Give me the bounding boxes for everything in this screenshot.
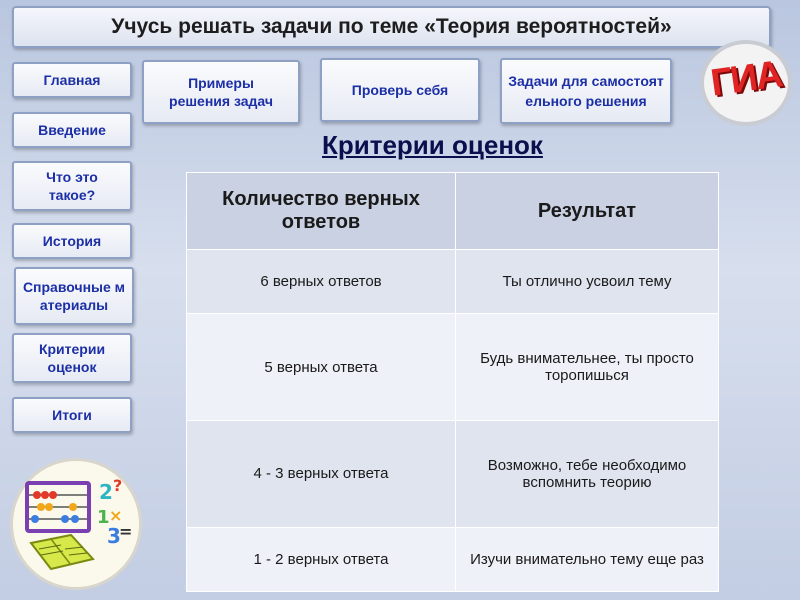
svg-text:3: 3 bbox=[107, 524, 121, 548]
gia-logo bbox=[700, 40, 792, 126]
section-heading: Критерии оценок bbox=[322, 130, 543, 160]
nav-what-is-button[interactable]: Что это такое? bbox=[12, 161, 132, 211]
column-header-count: Количество верных ответов bbox=[187, 173, 456, 250]
nav-reference-button[interactable]: Справочные материалы bbox=[14, 267, 134, 325]
table-row bbox=[187, 314, 719, 421]
row-result: Ты отлично усвоил тему bbox=[456, 250, 719, 314]
abacus-book-icon bbox=[13, 461, 139, 587]
nav-intro-button[interactable]: Введение bbox=[12, 112, 132, 148]
table-row bbox=[187, 250, 719, 314]
top-nav-check-button[interactable]: Проверь себя bbox=[320, 58, 480, 122]
math-illustration bbox=[10, 458, 142, 590]
svg-text:1: 1 bbox=[97, 507, 110, 528]
nav-home-button[interactable]: Главная bbox=[12, 62, 132, 98]
table-row bbox=[187, 527, 719, 591]
nav-history-button[interactable]: История bbox=[12, 223, 132, 259]
top-nav-examples-button[interactable]: Примеры решения задач bbox=[142, 60, 300, 124]
top-nav-tasks-button[interactable]: Задачи для самостоятельного решения bbox=[500, 58, 672, 124]
svg-text:×: × bbox=[109, 506, 123, 525]
svg-text:=: = bbox=[119, 522, 133, 541]
column-header-result: Результат bbox=[456, 173, 719, 250]
row-result: Будь внимательнее, ты просто торопишься bbox=[456, 314, 719, 421]
svg-text:2: 2 bbox=[99, 480, 113, 504]
criteria-table bbox=[186, 172, 719, 592]
table-header-row bbox=[187, 173, 719, 250]
row-result: Возможно, тебе необходимо вспомнить теорию bbox=[456, 420, 719, 527]
row-count: 4 - 3 верных ответа bbox=[187, 420, 456, 527]
table-row bbox=[187, 420, 719, 527]
nav-results-button[interactable]: Итоги bbox=[12, 397, 132, 433]
row-result: Изучи внимательно тему еще раз bbox=[456, 527, 719, 591]
row-count: 5 верных ответа bbox=[187, 314, 456, 421]
row-count: 1 - 2 верных ответа bbox=[187, 527, 456, 591]
page-title: Учусь решать задачи по теме «Теория вероятностей» bbox=[12, 6, 771, 48]
nav-criteria-button[interactable]: Критерии оценок bbox=[12, 333, 132, 383]
svg-text:?: ? bbox=[113, 476, 123, 495]
row-count: 6 верных ответов bbox=[187, 250, 456, 314]
gia-logo-text: ГИА bbox=[708, 53, 784, 105]
